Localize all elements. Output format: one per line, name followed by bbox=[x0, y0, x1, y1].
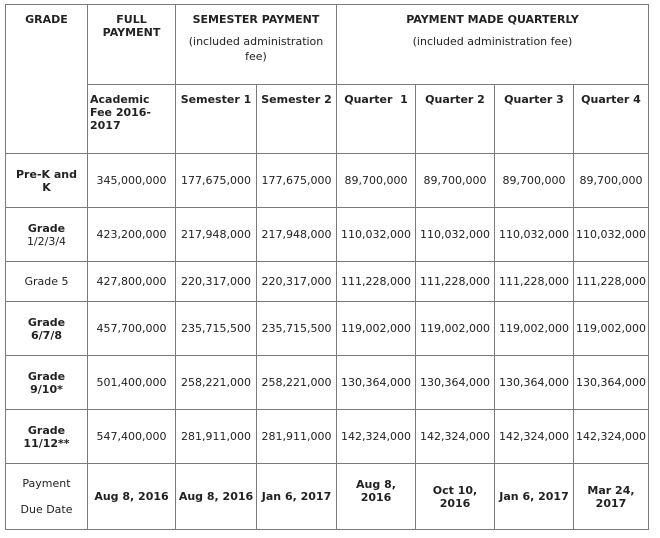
semester-1-cell: 217,948,000 bbox=[176, 208, 257, 262]
quarter-2-cell: 119,002,000 bbox=[416, 302, 495, 356]
semester-2-header: Semester 2 bbox=[257, 85, 337, 154]
semester-payment-title: SEMESTER PAYMENT bbox=[192, 13, 320, 26]
quarterly-payment-header bbox=[337, 5, 649, 85]
quarter-4-header: Quarter 4 bbox=[574, 85, 649, 154]
table-row bbox=[6, 356, 649, 410]
grade-name-2: 1/2/3/4 bbox=[26, 234, 67, 248]
quarter-1-cell: 142,324,000 bbox=[337, 410, 416, 464]
quarter-1-cell: 89,700,000 bbox=[337, 154, 416, 208]
full-payment-cell: 501,400,000 bbox=[88, 356, 176, 410]
quarter-3-cell: 110,032,000 bbox=[495, 208, 574, 262]
quarter-2-header: Quarter 2 bbox=[416, 85, 495, 154]
grade-name: Grade bbox=[27, 315, 66, 329]
quarter-1-cell: 110,032,000 bbox=[337, 208, 416, 262]
quarter-4-cell: 89,700,000 bbox=[574, 154, 649, 208]
quarter-2-due-line2: 2016 bbox=[439, 496, 471, 510]
semester-1-cell: 235,715,500 bbox=[176, 302, 257, 356]
grade-name: Pre-K and bbox=[16, 167, 77, 181]
full-payment-cell: 547,400,000 bbox=[88, 410, 176, 464]
quarter-2-cell: 89,700,000 bbox=[416, 154, 495, 208]
quarter-1-due bbox=[337, 464, 416, 530]
semester-1-cell: 177,675,000 bbox=[176, 154, 257, 208]
grade-cell bbox=[6, 154, 88, 208]
full-payment-cell: 457,700,000 bbox=[88, 302, 176, 356]
quarter-2-due-line1: Oct 10, bbox=[432, 483, 478, 497]
quarter-1-cell: 119,002,000 bbox=[337, 302, 416, 356]
quarter-1-cell: 130,364,000 bbox=[337, 356, 416, 410]
full-payment-cell: 345,000,000 bbox=[88, 154, 176, 208]
quarter-2-cell: 110,032,000 bbox=[416, 208, 495, 262]
quarter-4-due-line2: 2017 bbox=[595, 496, 627, 510]
quarter-4-cell: 142,324,000 bbox=[574, 410, 649, 464]
grade-cell bbox=[6, 356, 88, 410]
quarterly-payment-title: PAYMENT MADE QUARTERLY bbox=[406, 13, 579, 26]
semester-2-cell: 235,715,500 bbox=[257, 302, 337, 356]
semester-2-cell: 177,675,000 bbox=[257, 154, 337, 208]
grade-cell bbox=[6, 302, 88, 356]
quarter-2-cell: 111,228,000 bbox=[416, 262, 495, 302]
quarterly-payment-note: (included administration fee) bbox=[412, 35, 573, 48]
table-row bbox=[6, 154, 649, 208]
table-row bbox=[6, 302, 649, 356]
semester-2-cell: 281,911,000 bbox=[257, 410, 337, 464]
quarter-3-cell: 89,700,000 bbox=[495, 154, 574, 208]
grade-cell: Grade 5 bbox=[6, 262, 88, 302]
quarter-1-header: Quarter 1 bbox=[337, 85, 416, 154]
table-row bbox=[6, 410, 649, 464]
quarter-3-header: Quarter 3 bbox=[495, 85, 574, 154]
semester-1-cell: 220,317,000 bbox=[176, 262, 257, 302]
grade-cell bbox=[6, 410, 88, 464]
quarter-1-cell: 111,228,000 bbox=[337, 262, 416, 302]
semester-1-header: Semester 1 bbox=[176, 85, 257, 154]
grade-name: Grade bbox=[27, 369, 66, 383]
quarter-3-due: Jan 6, 2017 bbox=[495, 464, 574, 530]
grade-name-2: 11/12** bbox=[23, 436, 70, 450]
quarter-2-cell: 142,324,000 bbox=[416, 410, 495, 464]
semester-payment-note: (included administration fee) bbox=[188, 35, 324, 63]
semester-2-due: Jan 6, 2017 bbox=[257, 464, 337, 530]
semester-2-cell: 217,948,000 bbox=[257, 208, 337, 262]
due-date-row bbox=[6, 464, 649, 530]
quarter-2-due bbox=[416, 464, 495, 530]
due-label-line1: Payment bbox=[22, 476, 71, 490]
quarter-3-cell: 119,002,000 bbox=[495, 302, 574, 356]
table-row bbox=[6, 262, 649, 302]
semester-1-cell: 281,911,000 bbox=[176, 410, 257, 464]
table-row bbox=[6, 208, 649, 262]
tuition-fee-table bbox=[5, 4, 649, 530]
subheader-row bbox=[6, 85, 649, 154]
quarter-4-due bbox=[574, 464, 649, 530]
quarter-2-cell: 130,364,000 bbox=[416, 356, 495, 410]
grade-cell bbox=[6, 208, 88, 262]
quarter-3-cell: 142,324,000 bbox=[495, 410, 574, 464]
quarter-1-due-line1: Aug 8, bbox=[356, 478, 396, 491]
grade-name: Grade bbox=[27, 221, 66, 235]
grade-name: Grade bbox=[27, 423, 66, 437]
semester-1-due: Aug 8, 2016 bbox=[176, 464, 257, 530]
grade-name-2: 9/10* bbox=[30, 382, 63, 396]
grade-header: GRADE bbox=[6, 5, 88, 154]
due-label-line2: Due Date bbox=[20, 502, 73, 516]
quarter-4-due-line1: Mar 24, bbox=[587, 483, 635, 497]
quarter-3-cell: 111,228,000 bbox=[495, 262, 574, 302]
full-payment-cell: 423,200,000 bbox=[88, 208, 176, 262]
full-payment-cell: 427,800,000 bbox=[88, 262, 176, 302]
quarter-4-cell: 110,032,000 bbox=[574, 208, 649, 262]
header-row bbox=[6, 5, 649, 85]
quarter-4-cell: 119,002,000 bbox=[574, 302, 649, 356]
semester-2-cell: 220,317,000 bbox=[257, 262, 337, 302]
quarter-1-due-line2: 2016 bbox=[360, 491, 392, 504]
quarter-4-cell: 130,364,000 bbox=[574, 356, 649, 410]
semester-payment-header bbox=[176, 5, 337, 85]
quarter-4-cell: 111,228,000 bbox=[574, 262, 649, 302]
full-payment-due: Aug 8, 2016 bbox=[88, 464, 176, 530]
semester-2-cell: 258,221,000 bbox=[257, 356, 337, 410]
grade-name-2: 6/7/8 bbox=[31, 328, 62, 342]
full-payment-header: FULL PAYMENT bbox=[88, 5, 176, 85]
semester-1-cell: 258,221,000 bbox=[176, 356, 257, 410]
grade-name-2: K bbox=[42, 180, 51, 194]
quarter-3-cell: 130,364,000 bbox=[495, 356, 574, 410]
due-date-label bbox=[6, 464, 88, 530]
academic-fee-header: Academic Fee 2016-2017 bbox=[88, 85, 176, 154]
